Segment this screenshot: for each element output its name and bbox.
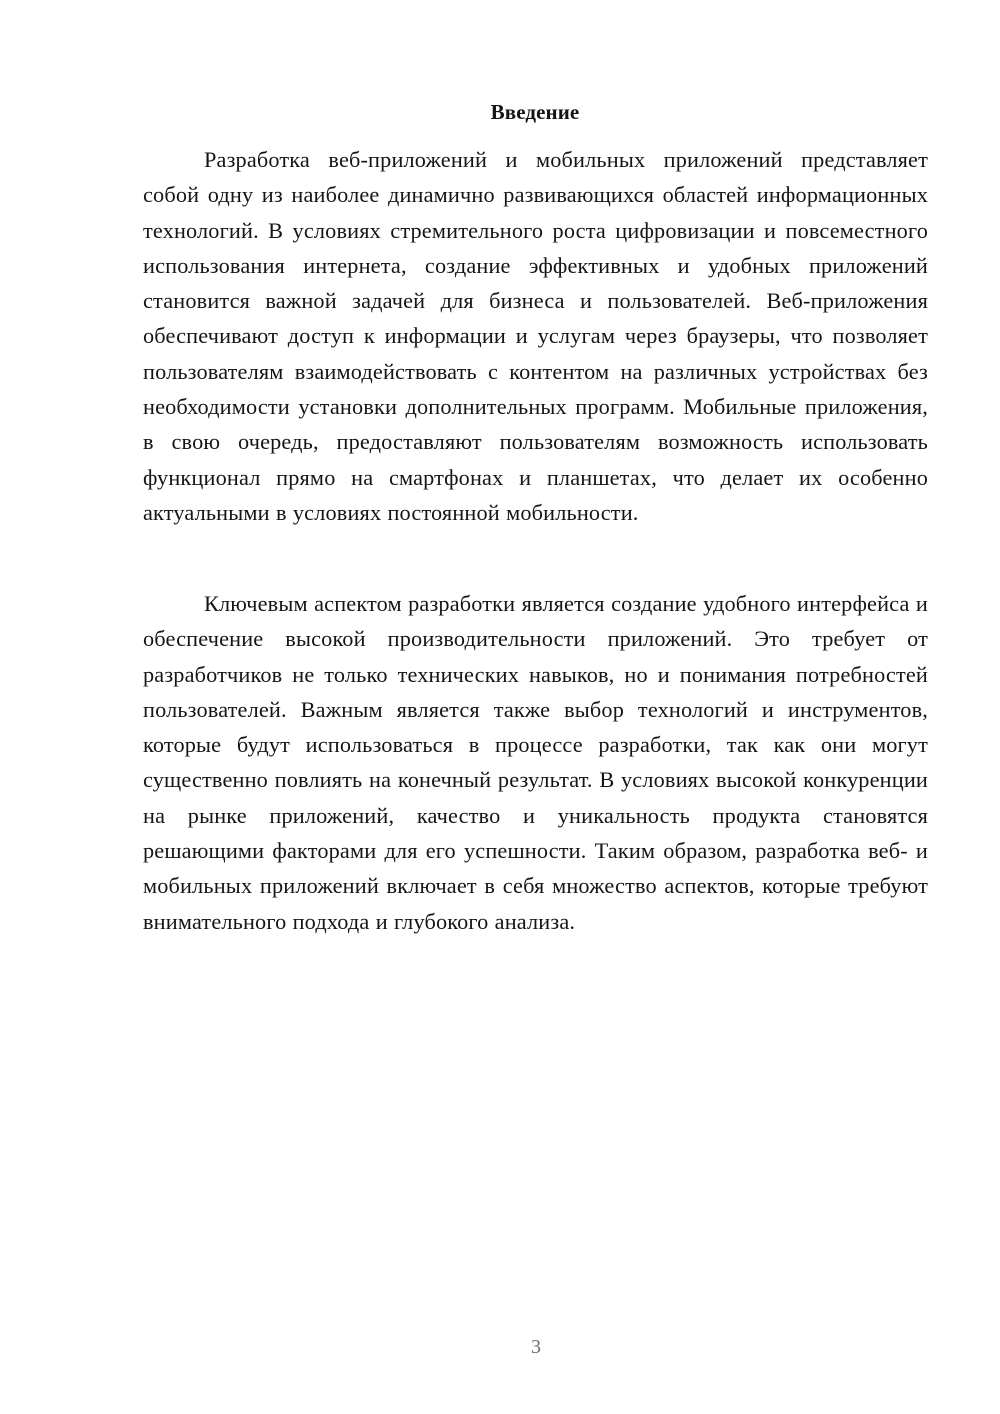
paragraph-2: Ключевым аспектом разработки является создание удобного интерфейса и обеспечение высокой производительности приложений. Это требует от разработчиков не только технических навыков, но и понимания потребностей пользователей. Важным является также выбор технологий и инструментов, которые будут использоваться в процессе разработки, так как они могут существенно повлиять на конечный результат. В условиях высокой конкуренции на рынке приложений, качество и уникальность продукта становятся решающими факторами для его успешности. Таким образом, разработка веб- и мобильных приложений включает в себя множество аспектов, которые требуют внимательного подхода и глубокого анализа. <box>143 591 928 934</box>
page-number: 3 <box>531 1336 541 1358</box>
section-heading: Введение <box>490 100 580 124</box>
paragraph-1: Разработка веб-приложений и мобильных приложений представляет собой одну из наиболее динамично развивающихся областей информационных технологий. В условиях стремительного роста цифровизации и повсеместного использования интернета, создание эффективных и удобных приложений становится важной задачей для бизнеса и пользователей. Веб-приложения обеспечивают доступ к информации и услугам через браузеры, что позволяет пользователям взаимодействовать с контентом на различных устройствах без необходимости установки дополнительных программ. Мобильные приложения, в свою очередь, предоставляют пользователям возможность использовать функционал прямо на смартфонах и планшетах, что делает их особенно актуальными в условиях постоянной мобильности. <box>143 147 928 525</box>
